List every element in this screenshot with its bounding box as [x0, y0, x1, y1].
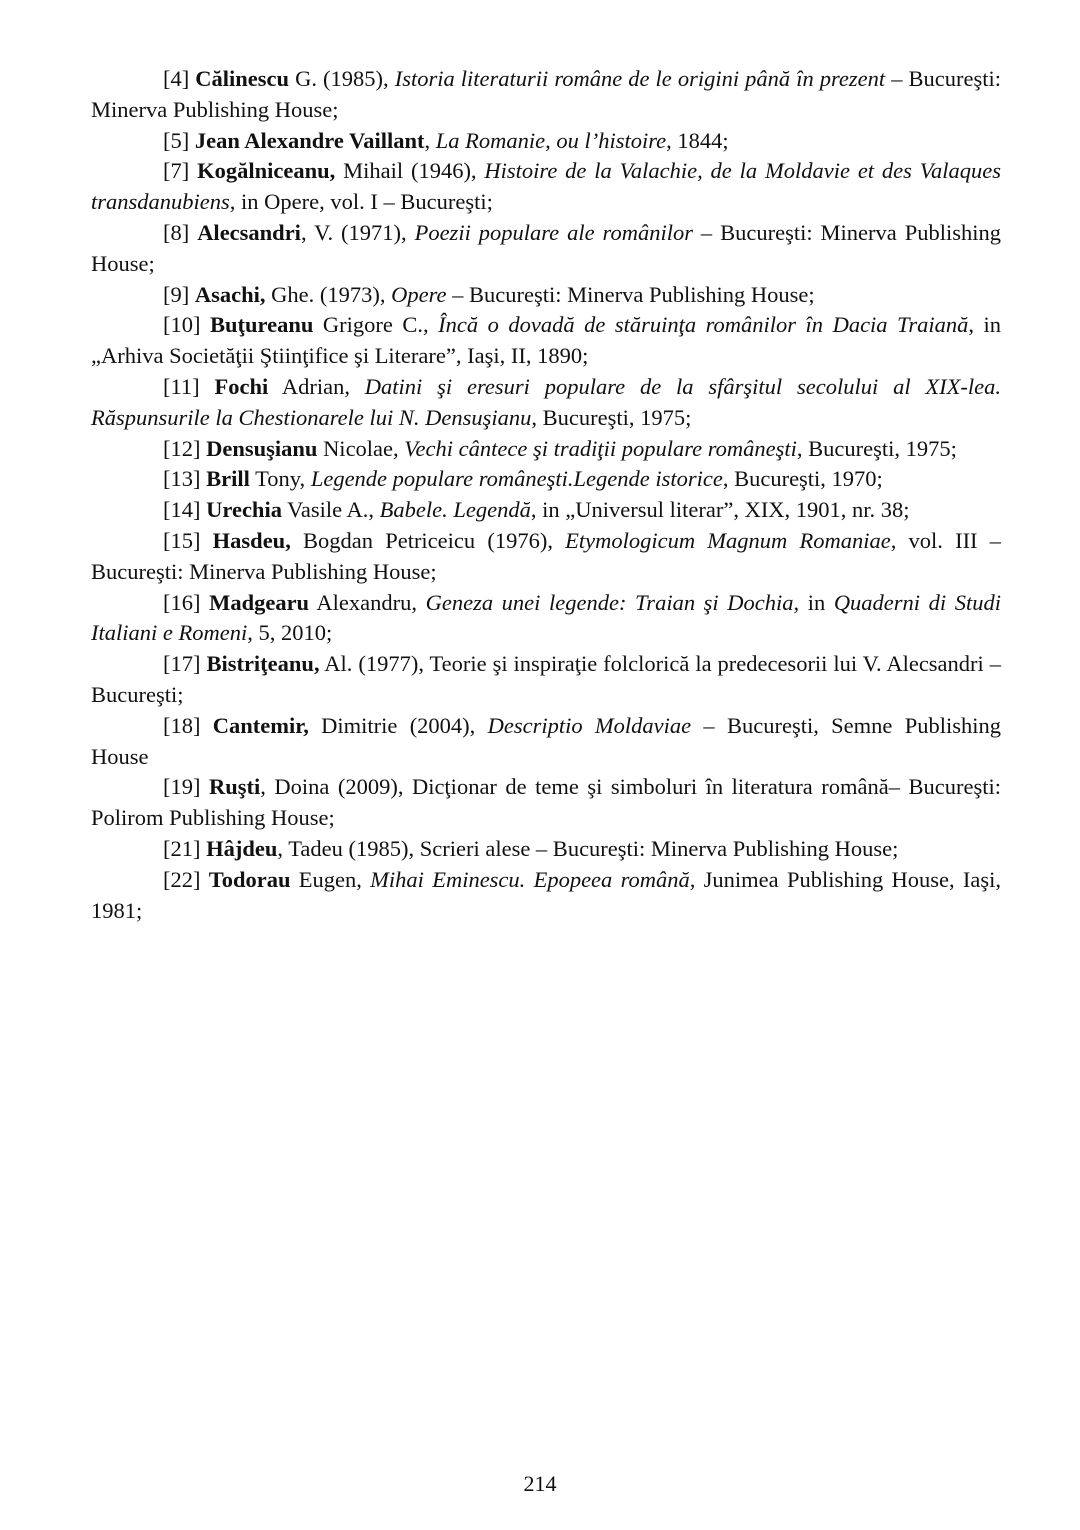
reference-author: Madgearu	[209, 589, 310, 615]
reference-title: Quaderni di Studi Italiani e Romeni	[91, 589, 1001, 646]
reference-title: Geneza unei legende: Traian şi Dochia	[425, 589, 794, 615]
reference-author: Urechia	[206, 497, 282, 523]
reference-text: [4]	[163, 66, 196, 91]
reference-author: Densuşianu	[206, 435, 318, 461]
reference-text: , in „Arhiva Societăţii Ştiinţifice şi Literare”, Iaşi, II, 1890;	[91, 312, 1001, 369]
reference-text: , V. (1971),	[300, 219, 415, 245]
reference-entry	[91, 64, 1001, 126]
reference-text: Grigore C.,	[313, 312, 439, 338]
reference-entry	[91, 372, 1001, 434]
reference-entry	[91, 495, 1001, 526]
reference-text: ,	[424, 127, 436, 153]
reference-text: [19]	[163, 774, 209, 800]
reference-entry	[91, 434, 1001, 465]
reference-text: [14]	[163, 497, 207, 523]
reference-text: [5]	[163, 127, 195, 153]
reference-title: Încă o dovadă de stăruinţa românilor în Dacia Traiană	[438, 312, 969, 338]
reference-text: [12]	[163, 435, 207, 461]
reference-entry	[91, 156, 1001, 218]
reference-title: Legende populare româneşti.Legende istorice	[310, 466, 723, 492]
reference-list	[91, 64, 1001, 926]
reference-entry	[91, 772, 1001, 834]
reference-author: Todorau	[208, 866, 291, 892]
reference-title: Datini şi eresuri populare de la sfârşitul secolului al XIX-lea. Răspunsurile la Chestionarele lui N. Densuşianu	[91, 373, 1001, 430]
reference-text: – Bucureşti: Minerva Publishing House;	[91, 66, 1002, 122]
reference-text: – Bucureşti, Semne Publishing House	[91, 712, 1001, 769]
reference-author: Alecsandri	[197, 219, 301, 245]
reference-title: Opere	[391, 281, 447, 307]
reference-text: , 1844;	[666, 127, 729, 153]
reference-text: , vol. III – Bucureşti: Minerva Publishing House;	[91, 527, 1001, 584]
reference-text: [7]	[163, 158, 198, 184]
reference-author: Fochi	[214, 373, 269, 399]
reference-title: Babele. Legendă	[379, 497, 531, 523]
reference-title: Mihai Eminescu. Epopeea română,	[370, 866, 696, 892]
reference-entry	[91, 865, 1001, 927]
reference-text: Dimitrie (2004),	[308, 712, 488, 738]
reference-text: Tony,	[249, 466, 311, 492]
reference-entry	[91, 126, 1001, 157]
reference-text: [13]	[163, 466, 207, 492]
reference-text: [22]	[163, 866, 209, 892]
reference-text: Junimea Publishing House, Iaşi, 1981;	[91, 866, 1002, 923]
reference-text: [15]	[163, 527, 213, 553]
reference-text: Alexandru,	[309, 589, 426, 615]
reference-text: Mihail (1946),	[335, 158, 485, 184]
reference-author: Kogălniceanu,	[197, 158, 336, 184]
reference-text: [17]	[163, 651, 207, 677]
reference-text: Vasile A.,	[281, 497, 380, 523]
reference-author: Brill	[206, 466, 250, 492]
reference-entry	[91, 310, 1001, 372]
reference-author: Bistriţeanu,	[206, 651, 320, 677]
reference-text: , Bucureşti, 1970;	[722, 466, 883, 492]
reference-author: Hasdeu,	[212, 527, 291, 553]
reference-entry	[91, 649, 1001, 711]
reference-author: Asachi,	[194, 281, 266, 307]
reference-text: [8]	[163, 219, 198, 245]
reference-title: Vechi cântece şi tradiţii populare româneşti	[404, 435, 797, 461]
reference-text: , 5, 2010;	[247, 620, 333, 646]
reference-entry	[91, 711, 1001, 773]
reference-title: Histoire de la Valachie, de la Moldavie et des Valaques transdanubiens	[91, 158, 1001, 215]
reference-entry	[91, 526, 1001, 588]
reference-text: Ghe. (1973),	[265, 281, 392, 307]
reference-entry	[91, 834, 1001, 865]
reference-text: , in Opere, vol. I – Bucureşti;	[229, 189, 493, 215]
reference-text: Al. (1977), Teorie şi inspiraţie folclorică la predecesorii lui V. Alecsandri – Bucureşti;	[91, 651, 1001, 707]
reference-title: Poezii populare ale românilor	[414, 219, 693, 245]
reference-text: Eugen,	[290, 866, 371, 892]
reference-text: , in	[793, 589, 834, 615]
reference-text: [10]	[163, 312, 210, 338]
reference-author: Ruşti	[208, 774, 261, 800]
reference-text: – Bucureşti: Minerva Publishing House;	[446, 281, 815, 307]
reference-author: Hâjdeu	[206, 835, 278, 861]
reference-entry	[91, 464, 1001, 495]
reference-text: G. (1985),	[289, 66, 395, 91]
reference-author: Buţureanu	[210, 312, 314, 338]
reference-entry	[91, 588, 1001, 650]
reference-title: Descriptio Moldaviae	[487, 712, 692, 738]
reference-text: [18]	[163, 712, 213, 738]
reference-author: Jean Alexandre Vaillant	[194, 127, 425, 153]
reference-entry	[91, 218, 1001, 280]
reference-text: , Tadeu (1985), Scrieri alese – Bucureşti: Minerva Publishing House;	[277, 835, 899, 861]
reference-author: Călinescu	[195, 66, 290, 91]
reference-title: Istoria literaturii române de le origini până în prezent	[394, 66, 886, 91]
reference-text: [16]	[163, 589, 210, 615]
reference-text: , Doina (2009), Dicţionar de teme şi simboluri în literatura română– Bucureşti: Polirom Publishing House;	[91, 774, 1001, 831]
reference-text: [11]	[163, 373, 215, 399]
reference-text: – Bucureşti: Minerva Publishing House;	[91, 219, 1001, 276]
reference-text: , Bucureşti, 1975;	[531, 404, 692, 430]
reference-text: [21]	[163, 835, 207, 861]
reference-text: , in „Universul literar”, XIX, 1901, nr. 38;	[530, 497, 910, 523]
reference-text: Nicolae,	[317, 435, 405, 461]
reference-text: Adrian,	[268, 373, 365, 399]
reference-author: Cantemir,	[212, 712, 309, 738]
page-number: 214	[523, 1471, 557, 1496]
reference-entry	[91, 280, 1001, 311]
reference-title: La Romanie, ou l’histoire	[435, 127, 667, 153]
reference-text: Bogdan Petriceicu (1976),	[290, 527, 566, 553]
reference-title: Etymologicum Magnum Romaniae	[565, 527, 891, 553]
reference-text: , Bucureşti, 1975;	[796, 435, 957, 461]
reference-text: [9]	[163, 281, 195, 307]
